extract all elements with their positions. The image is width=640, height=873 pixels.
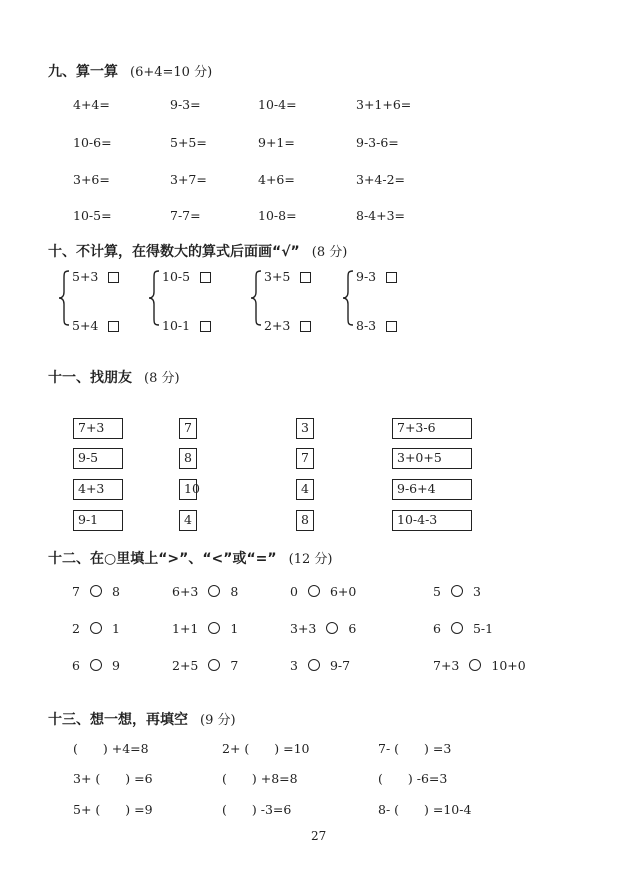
- right-operand: 6: [348, 621, 357, 636]
- compare-option: [264, 318, 311, 333]
- calc-item: 3+6=: [73, 172, 110, 187]
- fill-blank-item: 8- ( ) =10-4: [378, 802, 472, 817]
- left-operand: 6+3: [172, 584, 199, 599]
- compare-option: [356, 269, 397, 284]
- answer-circle[interactable]: [208, 585, 220, 597]
- section-13-points: (9 分): [200, 713, 236, 728]
- section-9-title: 九、算一算: [48, 64, 118, 80]
- match-card: 4: [179, 510, 197, 531]
- left-operand: 2: [72, 621, 80, 636]
- match-card: 7+3: [73, 418, 123, 439]
- answer-circle[interactable]: [90, 585, 102, 597]
- right-operand: 7: [230, 658, 239, 673]
- compare-item: [172, 658, 238, 673]
- match-card: 8: [296, 510, 314, 531]
- left-operand: 1+1: [172, 621, 199, 636]
- compare-item: [290, 658, 350, 673]
- left-operand: 6: [72, 658, 80, 673]
- checkbox-square[interactable]: [386, 272, 397, 283]
- calc-item: 5+5=: [170, 135, 207, 150]
- expression: 10-5: [162, 269, 191, 284]
- answer-circle[interactable]: [451, 622, 463, 634]
- right-operand: 1: [111, 621, 120, 636]
- fill-blank-item: 7- ( ) =3: [378, 741, 452, 756]
- compare-option: [72, 318, 119, 333]
- compare-item: [433, 621, 493, 636]
- checkbox-square[interactable]: [300, 321, 311, 332]
- compare-item: [290, 584, 356, 599]
- section-10-heading: [48, 241, 347, 261]
- right-operand: 9-7: [329, 658, 351, 673]
- expression: 10-1: [162, 318, 191, 333]
- answer-circle[interactable]: [308, 659, 320, 671]
- match-card: 10-4-3: [392, 510, 472, 531]
- fill-blank-item: ( ) +4=8: [73, 741, 149, 756]
- right-operand: 6+0: [329, 584, 357, 599]
- match-card: 8: [179, 448, 197, 469]
- expression: 5+4: [72, 318, 99, 333]
- section-9-heading: [48, 61, 212, 81]
- right-operand: 9: [111, 658, 120, 673]
- expression: 9-3: [356, 269, 377, 284]
- checkbox-square[interactable]: [386, 321, 397, 332]
- checkbox-square[interactable]: [300, 272, 311, 283]
- checkbox-square[interactable]: [108, 321, 119, 332]
- answer-circle[interactable]: [451, 585, 463, 597]
- match-card: 7+3-6: [392, 418, 472, 439]
- left-operand: 3: [290, 658, 298, 673]
- compare-option: [356, 318, 397, 333]
- compare-item: [72, 584, 120, 599]
- fill-blank-item: 3+ ( ) =6: [73, 771, 153, 786]
- compare-item: [172, 584, 238, 599]
- fill-blank-item: ( ) +8=8: [222, 771, 298, 786]
- section-10-points: (8 分): [311, 245, 348, 260]
- right-operand: 8: [230, 584, 239, 599]
- compare-item: [72, 658, 120, 673]
- fill-blank-item: ( ) -3=6: [222, 802, 292, 817]
- compare-option: [264, 269, 311, 284]
- match-card: 10: [179, 479, 197, 500]
- calc-item: 3+4-2=: [356, 172, 406, 187]
- left-operand: 7+3: [433, 658, 460, 673]
- left-operand: 0: [290, 584, 298, 599]
- expression: 3+5: [264, 269, 291, 284]
- compare-option: [162, 269, 211, 284]
- section-12-points: (12 分): [288, 552, 333, 567]
- checkbox-square[interactable]: [200, 321, 211, 332]
- calc-item: 3+7=: [170, 172, 207, 187]
- fill-blank-item: ( ) -6=3: [378, 771, 448, 786]
- answer-circle[interactable]: [90, 622, 102, 634]
- match-card: 9-1: [73, 510, 123, 531]
- expression: 5+3: [72, 269, 99, 284]
- right-operand: 8: [111, 584, 120, 599]
- calc-item: 10-5=: [73, 208, 112, 223]
- left-operand: 7: [72, 584, 80, 599]
- compare-item: [433, 658, 526, 673]
- compare-item: [72, 621, 120, 636]
- expression: 8-3: [356, 318, 377, 333]
- calc-item: 9-3=: [170, 97, 201, 112]
- compare-option: [72, 269, 119, 284]
- calc-item: 10-6=: [73, 135, 112, 150]
- fill-blank-item: 2+ ( ) =10: [222, 741, 310, 756]
- compare-option: [162, 318, 211, 333]
- left-operand: 2+5: [172, 658, 199, 673]
- match-card: 3+0+5: [392, 448, 472, 469]
- brace-icon: [342, 270, 354, 326]
- match-card: 3: [296, 418, 314, 439]
- expression: 2+3: [264, 318, 291, 333]
- section-9-points: (6+4=10 分): [130, 65, 213, 80]
- match-card: 7: [296, 448, 314, 469]
- section-12-heading: [48, 548, 332, 568]
- page-number: 27: [311, 829, 327, 843]
- calc-item: 4+6=: [258, 172, 295, 187]
- compare-item: [433, 584, 481, 599]
- left-operand: 3+3: [290, 621, 317, 636]
- brace-icon: [148, 270, 160, 326]
- answer-circle[interactable]: [308, 585, 320, 597]
- answer-circle[interactable]: [326, 622, 338, 634]
- right-operand: 5-1: [472, 621, 494, 636]
- right-operand: 10+0: [491, 658, 526, 673]
- match-card: 4: [296, 479, 314, 500]
- calc-item: 7-7=: [170, 208, 201, 223]
- calc-item: 10-8=: [258, 208, 297, 223]
- match-card: 7: [179, 418, 197, 439]
- section-13-heading: [48, 709, 236, 729]
- section-11-heading: [48, 367, 180, 387]
- section-11-points: (8 分): [144, 371, 180, 386]
- compare-item: [290, 621, 356, 636]
- match-card: 4+3: [73, 479, 123, 500]
- section-12-title: 十二、在○里填上“>”、“<”或“=”: [48, 551, 277, 567]
- section-10-title: 十、不计算，在得数大的算式后面画“√”: [48, 244, 300, 260]
- brace-icon: [250, 270, 262, 326]
- answer-circle[interactable]: [90, 659, 102, 671]
- answer-circle[interactable]: [208, 622, 220, 634]
- right-operand: 3: [472, 584, 481, 599]
- calc-item: 10-4=: [258, 97, 297, 112]
- calc-item: 4+4=: [73, 97, 110, 112]
- calc-item: 8-4+3=: [356, 208, 406, 223]
- answer-circle[interactable]: [469, 659, 481, 671]
- fill-blank-item: 5+ ( ) =9: [73, 802, 153, 817]
- compare-item: [172, 621, 238, 636]
- section-13-title: 十三、想一想，再填空: [48, 712, 188, 728]
- section-11-title: 十一、找朋友: [48, 370, 132, 386]
- checkbox-square[interactable]: [200, 272, 211, 283]
- left-operand: 5: [433, 584, 441, 599]
- match-card: 9-6+4: [392, 479, 472, 500]
- match-card: 9-5: [73, 448, 123, 469]
- brace-icon: [58, 270, 70, 326]
- calc-item: 3+1+6=: [356, 97, 412, 112]
- calc-item: 9+1=: [258, 135, 295, 150]
- checkbox-square[interactable]: [108, 272, 119, 283]
- left-operand: 6: [433, 621, 441, 636]
- calc-item: 9-3-6=: [356, 135, 399, 150]
- right-operand: 1: [230, 621, 239, 636]
- answer-circle[interactable]: [208, 659, 220, 671]
